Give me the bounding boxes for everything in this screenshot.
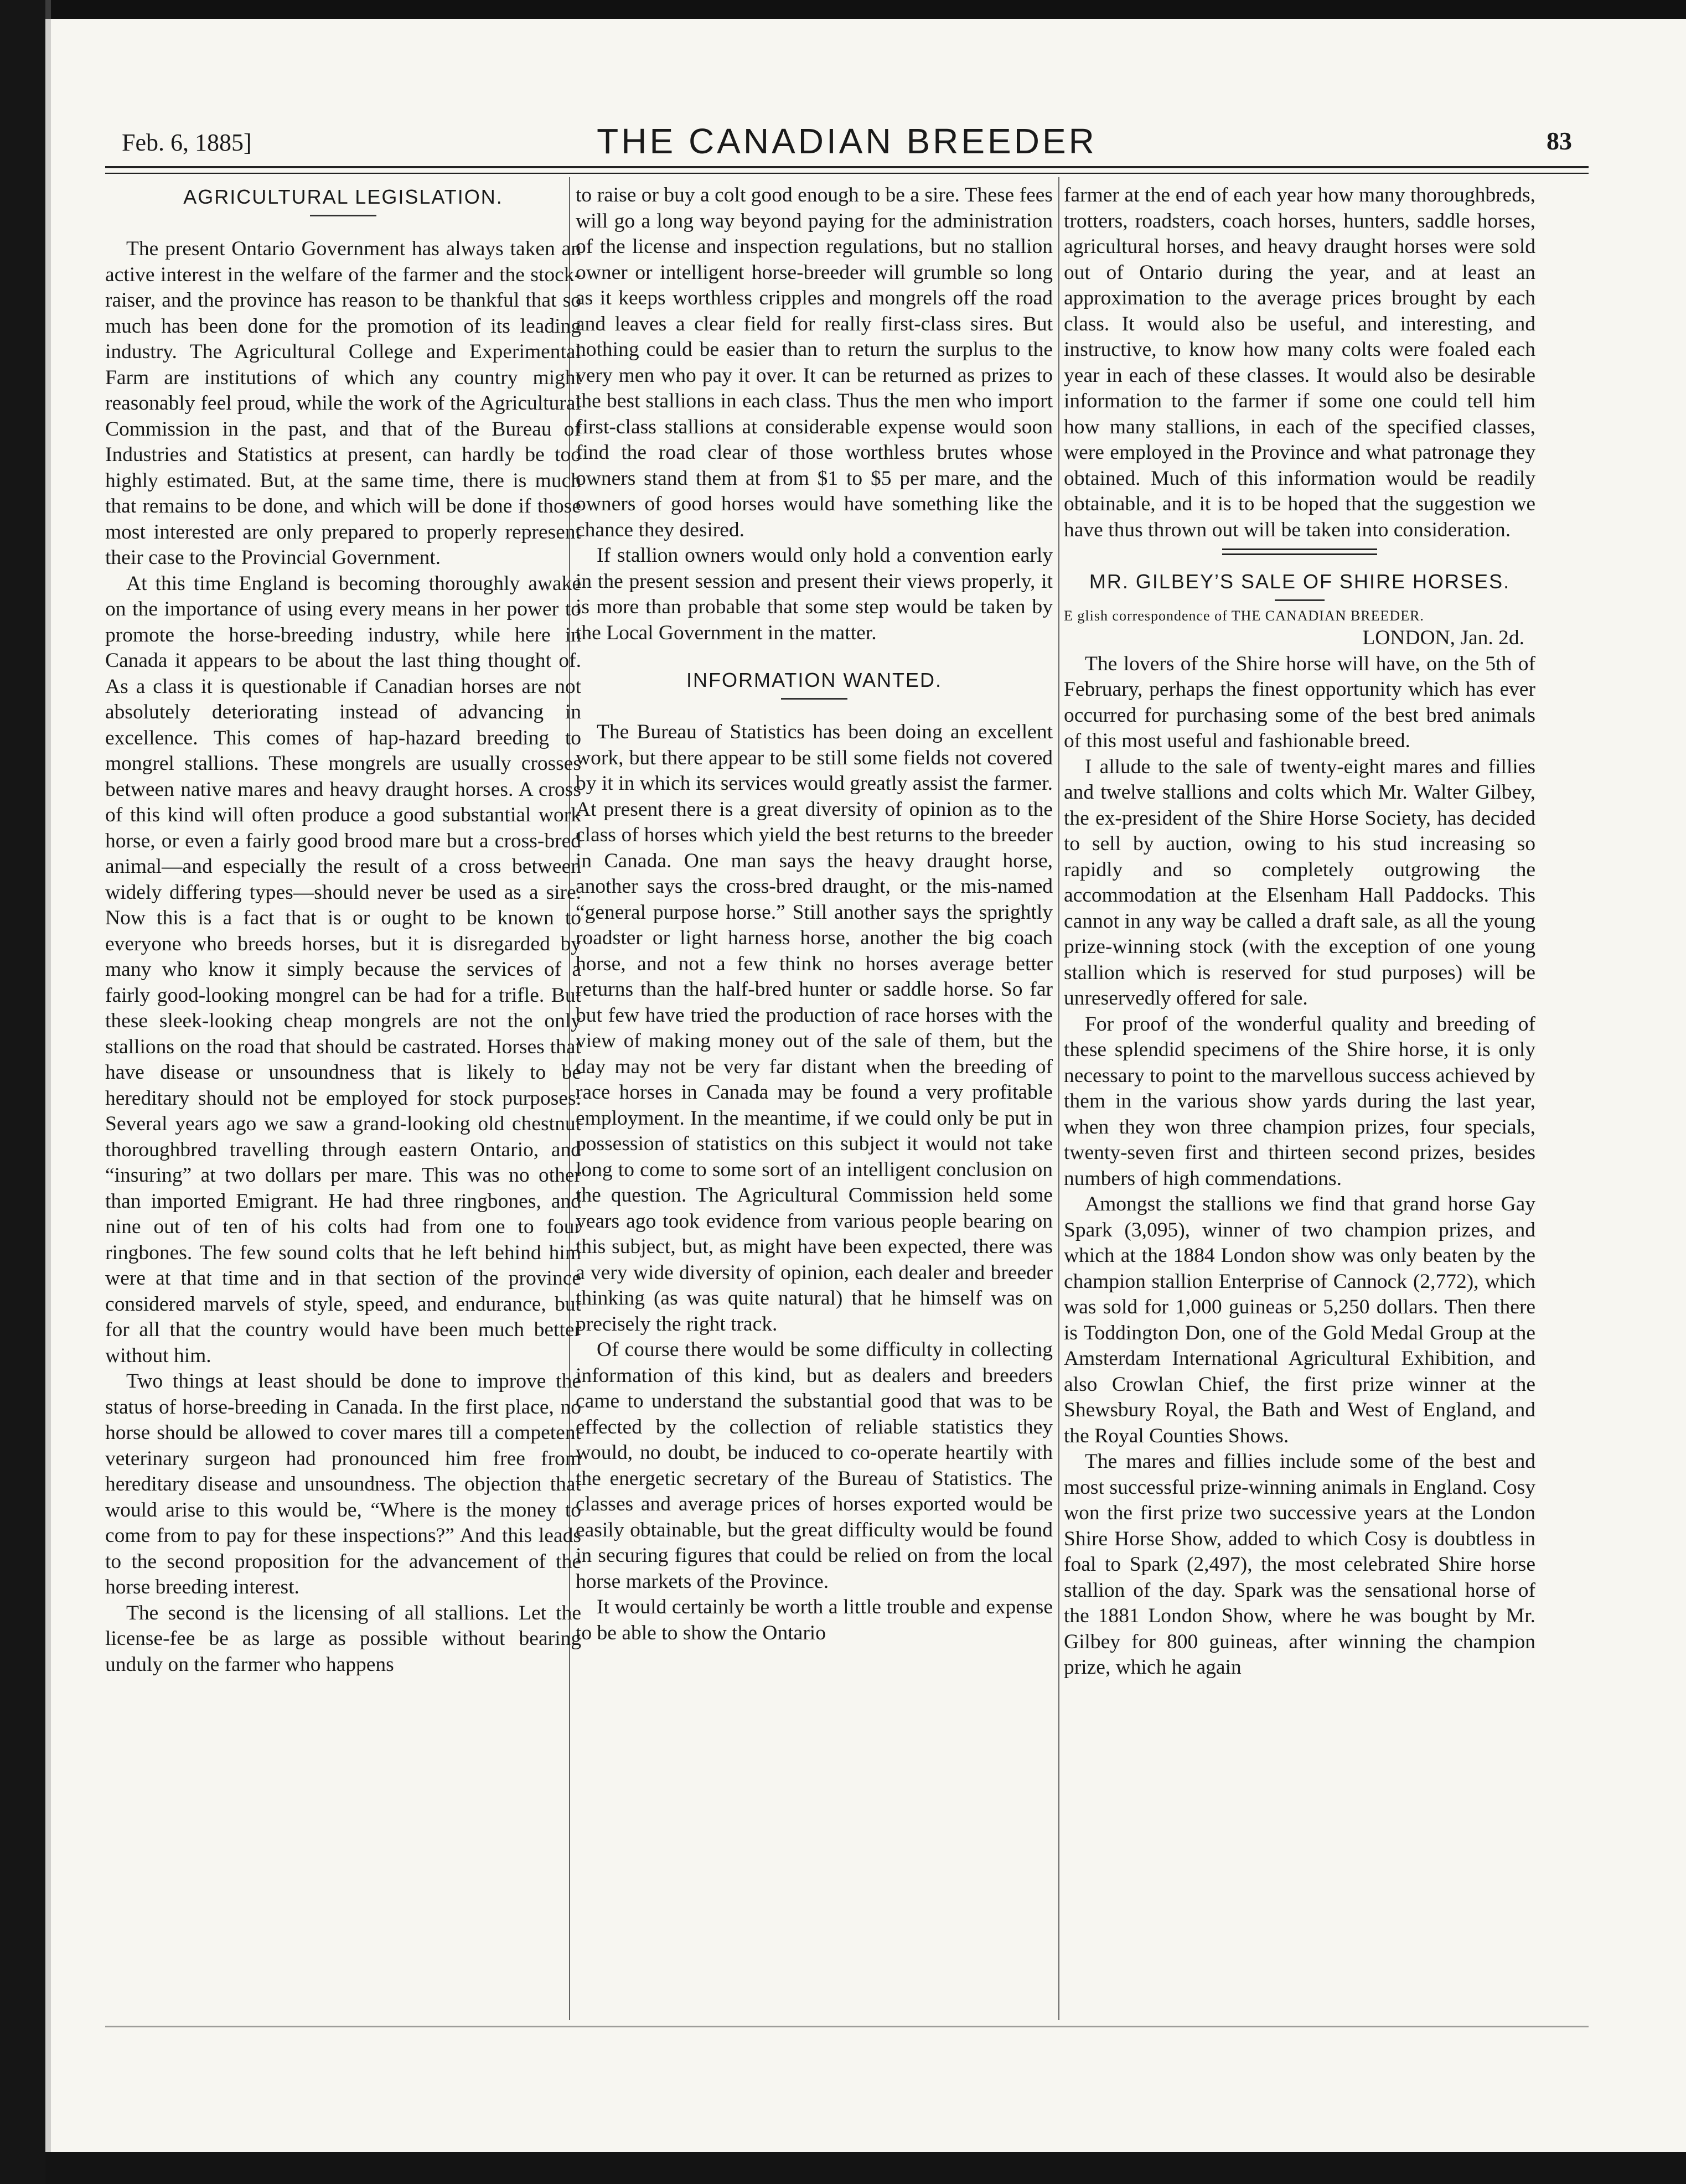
- bottom-rule: [105, 2026, 1589, 2027]
- article-title: INFORMATION WANTED.: [686, 669, 942, 691]
- article-title: AGRICULTURAL LEGISLATION.: [183, 185, 503, 208]
- article-paragraph: It would certainly be worth a little trouble and expense to be able to show the Ontario: [576, 1596, 1053, 1644]
- dateline: LONDON, Jan. 2d.: [1362, 627, 1524, 649]
- article-paragraph: to raise or buy a colt good enough to be a sire. These fees will go a long way beyond paying for the administration of the license and inspection regulations, but no stallion owner or intelligent horse-breeder will grumble so long as it keeps worthless cripples and mongrels off the road and leaves a clear field for really first-class sires. But nothing could be easier than to return the surplus to the very men who pay it over. It can be returned as prizes to the best stallions in each class. Thus the men who import first-class stallions at considerable expense would soon find the road clear of those worthless brutes whose owners stand them at from $1 to $5 per mare, and the owners of good horses would have something like the chance they desired.: [576, 184, 1053, 541]
- column-rule: [1058, 177, 1059, 2020]
- page-header: [105, 123, 1589, 167]
- article-paragraph: For proof of the wonderful quality and breeding of these splendid specimens of the Shire horse, it is only necessary to point to the marvellous success achieved by them in the various show yards during the last year, when they won three champion prizes, four specials, twenty-seven first and thirteen second prizes, besides numbers of high commendations.: [1064, 1012, 1535, 1190]
- scan-border-left: [0, 0, 45, 2184]
- column-1: [105, 183, 581, 2009]
- scan-edge-shadow: [45, 0, 51, 2184]
- article-paragraph: At this time England is becoming thoroughly awake on the importance of using every means in her power to promote the horse-breeding industry, while here in Canada it appears to be about the last thing thought of. As a class it is questionable if Canadian horses are not absolutely deteriorating instead of advancing in excellence. This comes of hap-hazard breeding to mongrel stallions. These mongrels are usually crosses between native mares and heavy draught horses. A cross of this kind will often produce a good substantial work horse, or even a fairly good brood mare but a cross-bred animal—and especially the result of a cross between widely differing types—should never be used as a sire. Now this is a fact that is or ought to be known to everyone who breeds horses, but it is disregarded by many who know it simply because the services of a fairly good-looking mongrel can be had for a trifle. But these sleek-looking cheap mongrels are not the only stallions on the road that should be castrated. Horses that have disease or unsoundness that is likely to be hereditary should not be employed for stock purposes. Several years ago we saw a grand-looking old chestnut thoroughbred travelling through eastern Ontario, and “insuring” at two dollars per mare. This was no other than imported Emigrant. He had three ringbones, and nine out of ten of his colts had from one to four ringbones. The few sound colts that he left behind him were at that time and in that section of the province considered marvels of style, speed, and endurance, but for all that the country would have been much better without him.: [105, 572, 581, 1367]
- article-paragraph: Of course there would be some difficulty in collecting information of this kind, but as dealers and breeders came to understand the substantial good that was to be effected by the collection of reliable statistics they would, no doubt, be induced to co-operate heartily with the energetic secretary of the Bureau of Statistics. The classes and average prices of horses exported would be easily obtainable, but the great difficulty would be found in securing figures that could be relied on from the local horse markets of the Province.: [576, 1338, 1053, 1593]
- article-paragraph: farmer at the end of each year how many thoroughbreds, trotters, roadsters, coach horses, hunters, saddle horses, agricultural horses, and heavy draught horses were sold out of Ontario during the year, and at least an approximation to the average prices brought by each class. It would also be useful, and interesting, and instructive, to know how many colts were foaled each year in each of these classes. It would also be desirable information to the farmer if some one could tell him how many stallions, in each of the specified classes, were employed in the Province and what patronage they obtained. Much of this information would be readily obtainable, and it is to be hoped that the suggestion we have thus thrown out will be taken into consideration.: [1064, 184, 1535, 541]
- article-paragraph: Two things at least should be done to improve the status of horse-breeding in Canada. In the first place, no horse should be allowed to cover mares till a competent veterinary surgeon had pronounced him free from hereditary disease and unsoundness. The objection that would arise to this would be, “Where is the money to come from to pay for these inspections?” And this leads to the second proposition for the advancement of the horse breeding interest.: [105, 1370, 581, 1598]
- article-paragraph: The present Ontario Government has always taken an active interest in the welfare of the farmer and the stock-raiser, and the province has reason to be thankful that so much has been done for the promotion of its leading industry. The Agricultural College and Experimental Farm are institutions of which any country might reasonably feel proud, while the work of the Agricultural Commission in the past, and that of the Bureau of Industries and Statistics at present, can hardly be too highly estimated. But, at the same time, there is much that remains to be done, and which will be done if those most interested are only prepared to properly represent their case to the Provincial Government.: [105, 237, 581, 569]
- article-paragraph: If stallion owners would only hold a convention early in the present session and present their views properly, it is more than probable that some step would be taken by the Local Government in the matter.: [576, 544, 1053, 644]
- scan-border-top: [0, 0, 1686, 19]
- article-title: MR. GILBEY’S SALE OF SHIRE HORSES.: [1089, 570, 1511, 593]
- column-2: [576, 183, 1053, 2009]
- scan-border-bottom: [45, 2152, 1686, 2184]
- newspaper-title: THE CANADIAN BREEDER: [597, 121, 1097, 161]
- article-paragraph: The Bureau of Statistics has been doing an excellent work, but there appear to be still some fields not covered by it in which its services would greatly assist the farmer. At present there is a great diversity of opinion as to the class of horses which yield the best returns to the breeder in Canada. One man says the heavy draught horse, another says the cross-bred draught, or the mis-named “general purpose horse.” Still another says the sprightly roadster or light harness horse, another the big coach horse, and not a few think no horses average better returns than the half-bred hunter or saddle horse. So far but few have tried the production of race horses with the view of making money out of the sale of them, but the day may not be very far distant when the breeding of race horses in Canada may be found a very profitable employment. In the meantime, if we could only be put in possession of statistics on this subject it would not take long to come to some sort of an intelligent conclusion on the question. The Agricultural Commission held some years ago took evidence from various people bearing on this subject, but, as might have been expected, there was a very wide diversity of opinion, each dealer and breeder thinking (as was quite natural) that he himself was on precisely the right track.: [576, 721, 1053, 1336]
- title-dash: [1275, 599, 1325, 601]
- section-divider: [1222, 548, 1377, 555]
- issue-date: Feb. 6, 1885]: [122, 129, 252, 156]
- article-paragraph: The mares and fillies include some of the best and most successful prize-winning animals in England. Cosy won the first prize two successive years at the London Shire Horse Show, added to which Cosy is doubtless in foal to Spark (2,497), the most celebrated Shire horse stallion of the day. Spark was the sensational horse of the 1881 London Show, where he was bought by Mr. Gilbey for 800 guineas, after winning the champion prize, which he again: [1064, 1450, 1535, 1679]
- page-number: 83: [1547, 127, 1572, 155]
- correspondence-line: E glish correspondence of THE CANADIAN BREEDER.: [1064, 608, 1424, 624]
- title-dash: [781, 698, 847, 700]
- column-3: [1064, 183, 1535, 2009]
- title-dash: [310, 215, 376, 216]
- section-spacer: [576, 646, 1053, 666]
- article-paragraph: The lovers of the Shire horse will have, on the 5th of February, perhaps the finest opportunity which has ever occurred for purchasing some of the best bred animals of this most useful and fashionable breed.: [1064, 652, 1535, 752]
- article-paragraph: The second is the licensing of all stallions. Let the license-fee be as large as possible without bearing unduly on the farmer who happens: [105, 1601, 581, 1676]
- article-paragraph: I allude to the sale of twenty-eight mares and fillies and twelve stallions and colts which Mr. Walter Gilbey, the ex-president of the Shire Horse Society, has decided to sell by auction, owing to his stud increasing so rapidly and so completely outgrowing the accommodation at the Elsenham Hall Paddocks. This cannot in any way be called a draft sale, as all the young prize-winning stock (with the exception of one young stallion which is reserved for stud purposes) will be unreservedly offered for sale.: [1064, 755, 1535, 1010]
- article-paragraph: Amongst the stallions we find that grand horse Gay Spark (3,095), winner of two champion prizes, and which at the 1884 London show was only beaten by the champion stallion Enterprise of Cannock (2,772), which was sold for 1,000 guineas or 5,250 dollars. Then there is Toddington Don, one of the Gold Medal Group at the Amsterdam International Agricultural Exhibition, and also Crowlan Chief, the first prize winner at the Shewsbury Royal, the Bath and West of England, and the Royal Counties Shows.: [1064, 1193, 1535, 1447]
- header-rule: [105, 166, 1589, 168]
- header-rule-thin: [105, 173, 1589, 174]
